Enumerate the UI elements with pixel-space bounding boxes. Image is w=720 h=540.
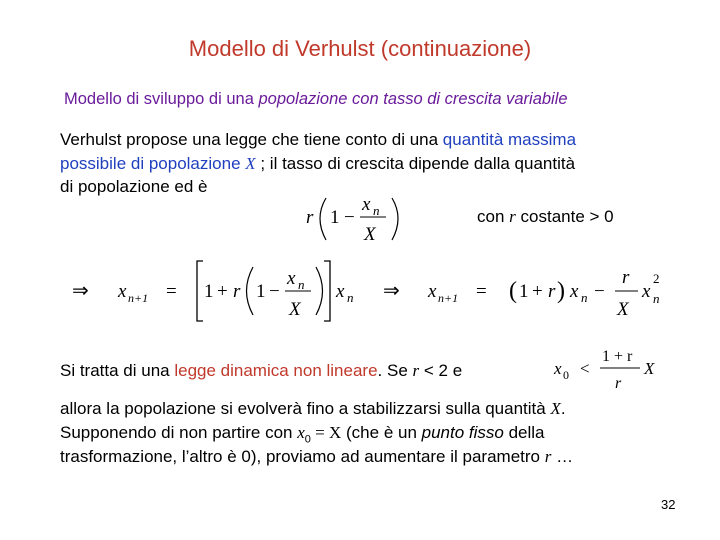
para3-l1-end: .	[560, 399, 566, 418]
subtitle-italic: popolazione con tasso di crescita variabile	[258, 90, 568, 108]
eq2-r: r	[548, 281, 556, 302]
para3-fixed-point: punto fisso	[421, 423, 504, 442]
eq2-paren-open: (	[509, 278, 517, 304]
ineq-x: x	[554, 359, 562, 378]
eq1-lhs: x	[118, 281, 127, 302]
para3-eq: = X	[310, 423, 342, 442]
para1-line1-text: Verhulst propose una legge che tiene conto di una	[60, 130, 443, 149]
eq1-num-sub: n	[298, 277, 305, 292]
condition	[477, 205, 614, 228]
implies-1: ⇒	[72, 280, 89, 302]
para2-r: r	[412, 361, 420, 380]
eq2-frac-den: X	[617, 299, 629, 320]
ineq-lt: <	[580, 359, 590, 378]
ineq-den: r	[615, 375, 622, 392]
para1-line3: di popolazione ed è	[60, 177, 208, 196]
para1-line2	[60, 152, 575, 175]
condition-con: con	[477, 207, 505, 226]
eq1-r: r	[233, 281, 241, 302]
para2	[60, 359, 462, 382]
eq1-bracket-left	[197, 261, 203, 321]
eq2-lhs: x	[428, 281, 437, 302]
eq2-x2: x	[642, 281, 651, 302]
eq2-xn-sub: n	[581, 290, 588, 305]
condition-rest: costante > 0	[520, 207, 614, 226]
eq1-plus: +	[217, 281, 228, 302]
eq2-frac-num: r	[622, 267, 630, 288]
para3-line3	[60, 445, 573, 468]
eq2-equals: =	[476, 281, 487, 302]
para3-var-X: X	[550, 399, 561, 418]
subtitle-prefix: Modello di sviluppo di una	[64, 90, 259, 108]
eq2-x2-sup: 2	[653, 271, 660, 286]
eq1-tail-sub: n	[347, 290, 354, 305]
para1-line1	[60, 128, 576, 151]
eq1-paren-right	[316, 267, 323, 315]
eq1-den: X	[289, 299, 301, 320]
equations-row	[60, 255, 680, 327]
para3-x0: x	[297, 423, 305, 442]
para3-x0-sub: 0	[304, 433, 311, 446]
eq1-paren-left	[247, 267, 254, 315]
ineq-formula	[548, 344, 660, 396]
para1-var-X: X	[245, 154, 256, 173]
para2-highlight: legge dinamica non lineare	[174, 361, 378, 380]
para3-l2-mid: (che è un	[341, 423, 422, 442]
eq2-x2-sub: n	[653, 291, 660, 306]
eq1-equals: =	[166, 281, 177, 302]
eq1-num: x	[287, 268, 296, 289]
para3-line1	[60, 397, 566, 420]
rate-num-sub: n	[373, 203, 380, 218]
ineq-num: 1 + r	[602, 348, 633, 365]
implies-2: ⇒	[383, 280, 400, 302]
condition-r: r	[509, 207, 516, 226]
para3-l1-text: allora la popolazione si evolverà fino a stabilizzarsi sulla quantità	[60, 399, 551, 418]
eq2-paren-close: )	[557, 278, 565, 304]
rate-paren-right	[392, 198, 398, 240]
para3-l3-text: trasformazione, l’altro è 0), proviamo ad aumentare il parametro	[60, 447, 545, 466]
eq2-xn: x	[570, 281, 579, 302]
para2-a: Si tratta di una	[60, 361, 175, 380]
para2-d: < 2 e	[419, 361, 463, 380]
rate-one: 1	[330, 207, 340, 228]
para1-highlight-pop: possibile di popolazione	[60, 154, 246, 173]
para3-l2-end: della	[503, 423, 545, 442]
eq1-bracket-right	[324, 261, 330, 321]
rate-r: r	[306, 207, 314, 228]
rate-formula	[300, 188, 415, 248]
para3-l3-end: …	[551, 447, 574, 466]
eq2-plus: +	[532, 281, 543, 302]
rate-minus: −	[344, 207, 355, 228]
rate-den: X	[364, 224, 376, 245]
eq1-lhs-sub: n+1	[128, 291, 149, 305]
slide-title: Modello di Verhulst (continuazione)	[188, 36, 532, 61]
slide-subtitle	[64, 90, 568, 109]
eq1-tail: x	[336, 281, 345, 302]
eq1-minus: −	[269, 281, 280, 302]
ineq-X: X	[644, 359, 655, 378]
eq1-one2: 1	[256, 281, 266, 302]
para1-line2-text: ; il tasso di crescita dipende dalla quantità	[255, 154, 576, 173]
eq2-minus: −	[594, 281, 605, 302]
para1-highlight-max: quantità massima	[442, 130, 577, 149]
para2-c: . Se	[377, 361, 413, 380]
eq1-one: 1	[204, 281, 214, 302]
rate-paren-left	[320, 198, 326, 240]
rate-num: x	[362, 194, 371, 215]
ineq-sub: 0	[563, 368, 569, 382]
eq2-lhs-sub: n+1	[438, 291, 459, 305]
page-number: 32	[661, 497, 676, 512]
para3-l2-text: Supponendo di non partire con	[60, 423, 298, 442]
para3-r: r	[544, 447, 552, 466]
eq2-one: 1	[519, 281, 529, 302]
